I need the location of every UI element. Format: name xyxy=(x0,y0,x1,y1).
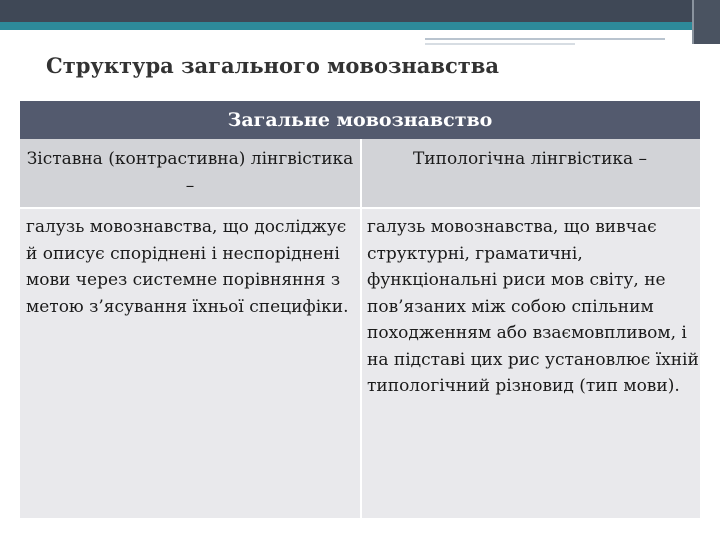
top-accent-stripe xyxy=(0,22,720,30)
definition-typological: галузь мовознавства, що вивчає структурні, граматичні, функціональні риси мов світу, не пов’язаних між собою спільним походженням або взаємовпливом, і на підставі цих рис установлює їхній типологічний різновид (тип мови). xyxy=(367,217,699,396)
column-heading-contrastive: Зіставна (контрастивна) лінгвістика – xyxy=(26,149,354,196)
top-decor-band xyxy=(0,0,720,22)
table-header xyxy=(20,101,700,139)
definition-contrastive: галузь мовознавства, що досліджує й описує споріднені і неспоріднені мови через системне порівняння з метою з’ясування їхньої специфіки. xyxy=(26,217,349,317)
column-heading-typological: Типологічна лінгвістика – xyxy=(412,149,648,169)
table-header-label: Загальне мовознавство xyxy=(227,109,493,131)
corner-decor-block xyxy=(694,0,720,44)
row-divider xyxy=(20,207,700,209)
slide-title: Структура загального мовознавства xyxy=(46,53,499,78)
decor-line xyxy=(425,43,575,45)
column-divider xyxy=(360,139,362,518)
comparison-table xyxy=(20,101,700,518)
decor-line xyxy=(425,38,665,40)
